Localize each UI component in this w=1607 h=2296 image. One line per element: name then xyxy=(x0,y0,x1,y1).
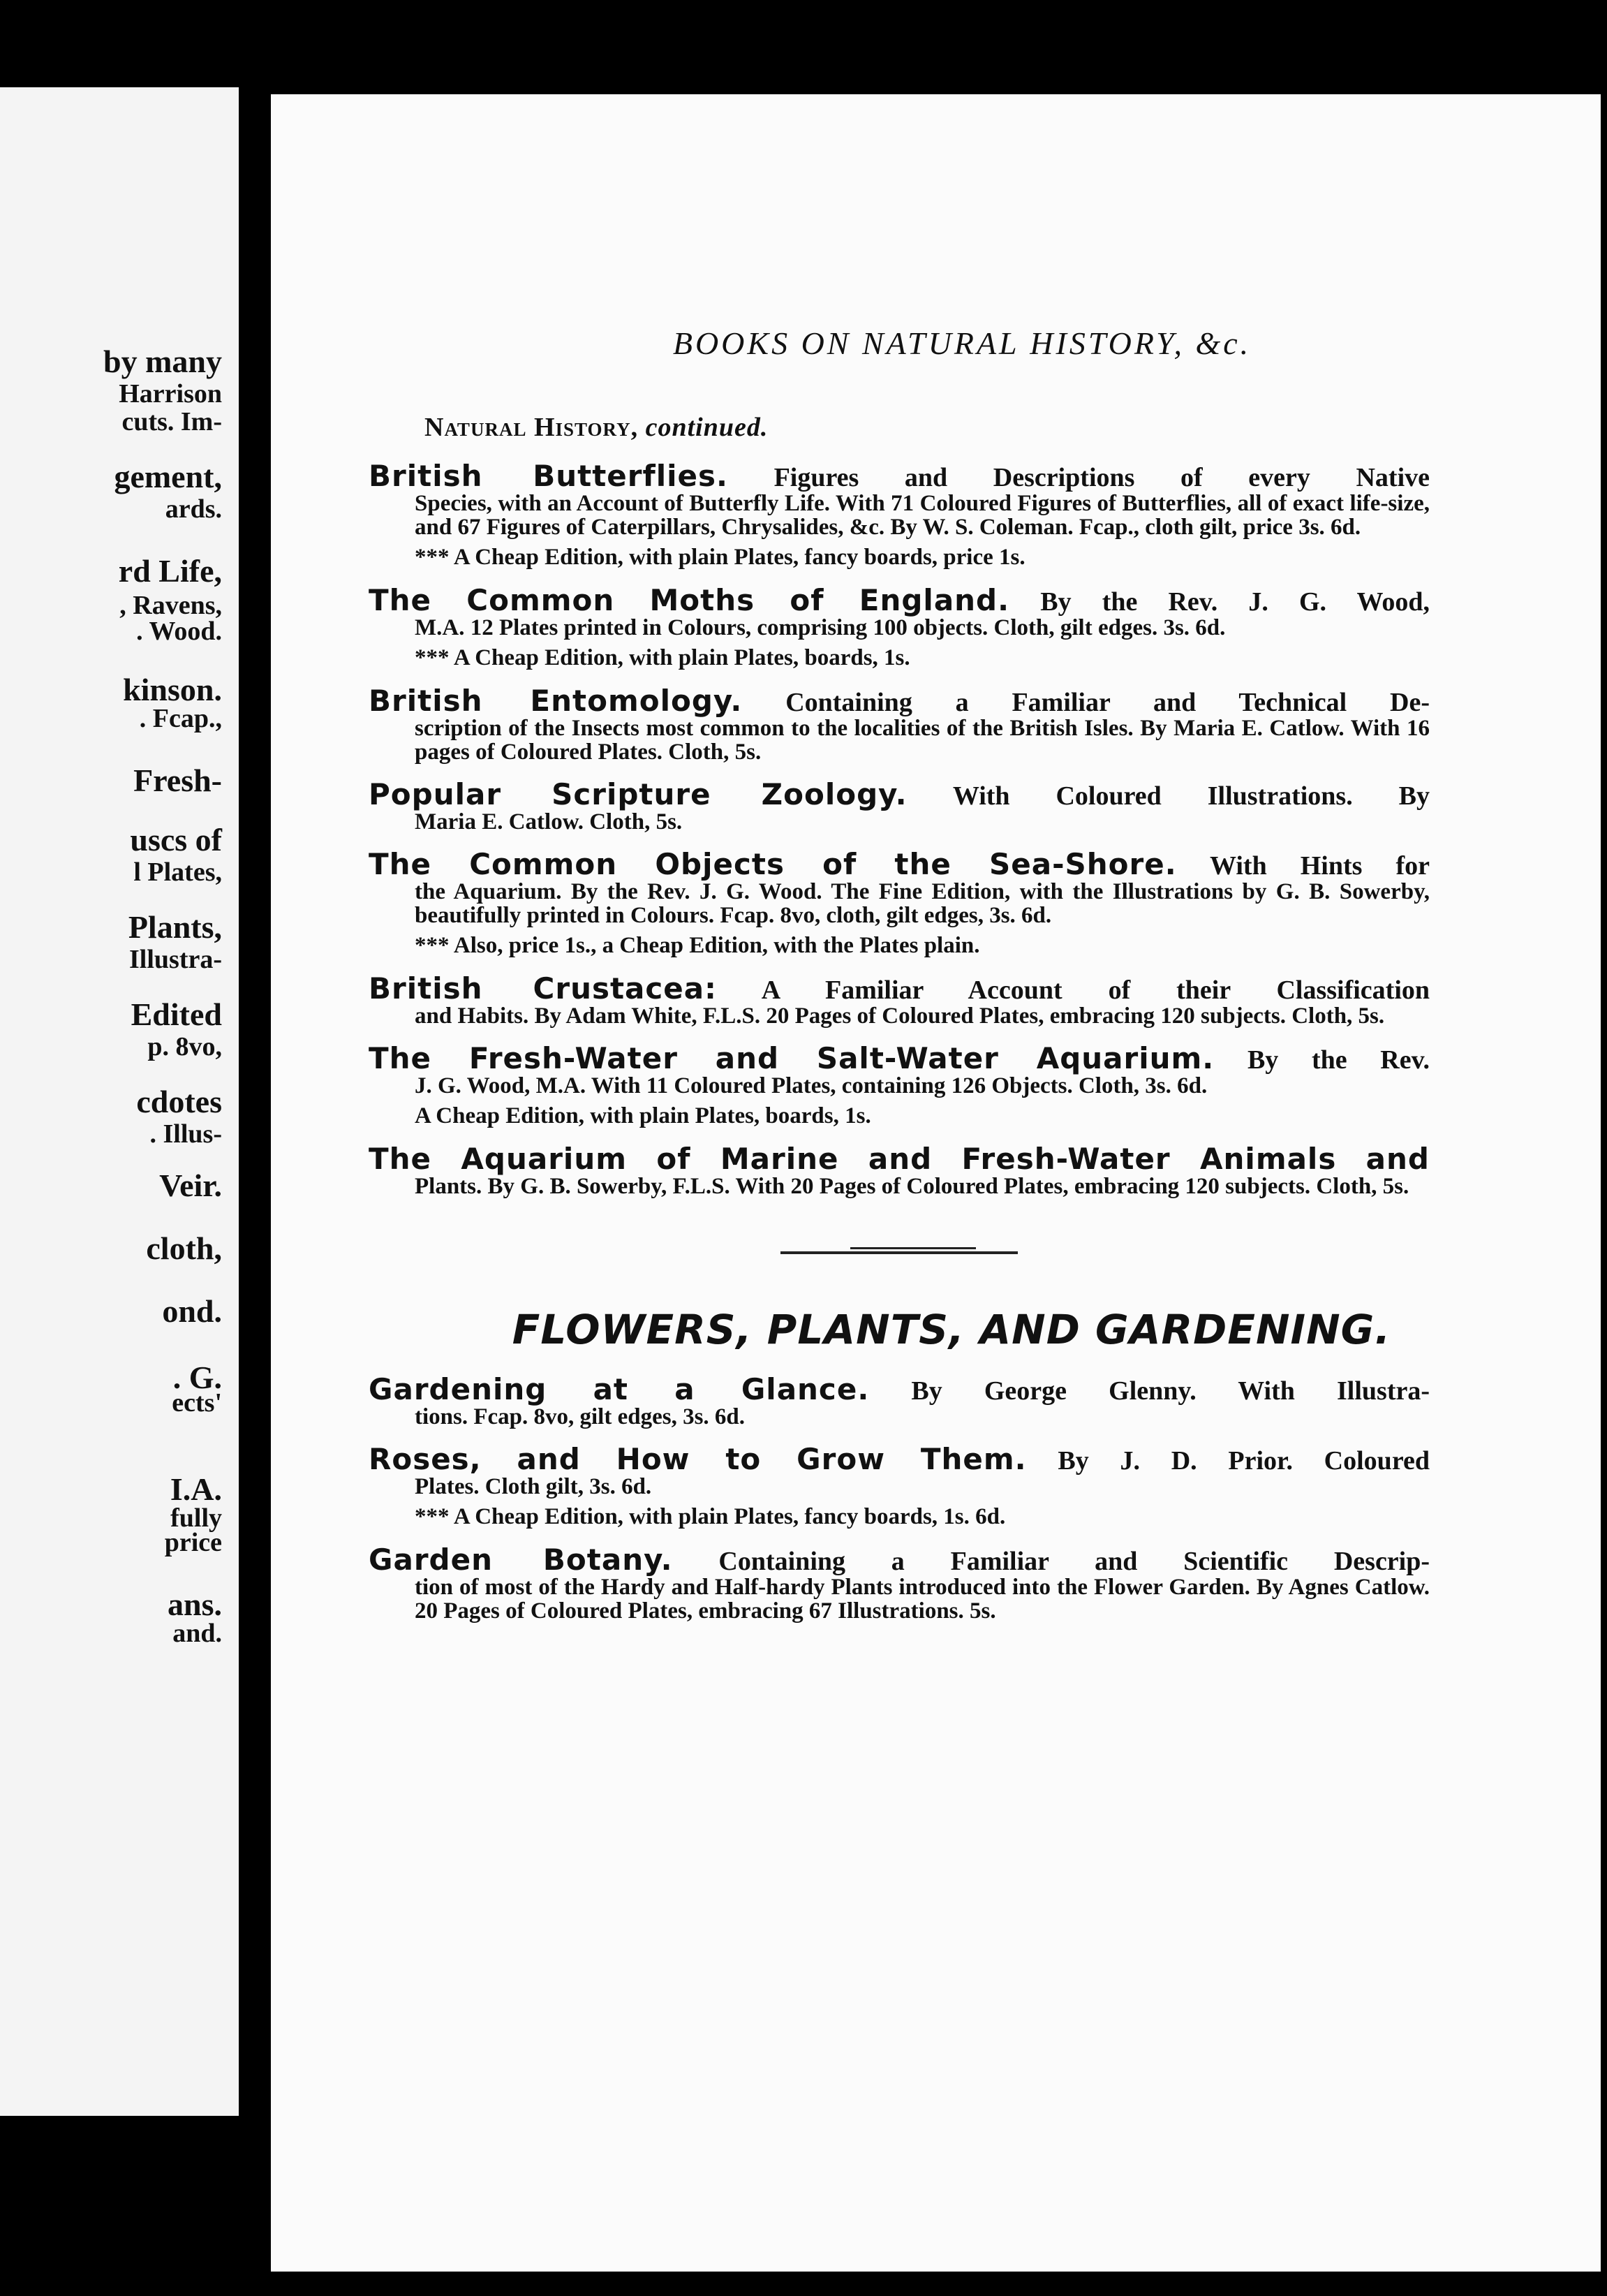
facing-page-text: price xyxy=(164,1528,222,1557)
entry-lead-line xyxy=(369,1142,1430,1176)
natural-history-entry xyxy=(369,684,1430,765)
page-content xyxy=(369,325,1430,1640)
entry-lead-line xyxy=(369,847,1430,881)
section-heading: FLOWERS, PLANTS, AND GARDENING. xyxy=(512,1306,1391,1353)
natural-history-entry xyxy=(369,971,1430,1029)
entry-title: The Aquarium of Marine and Fresh-Water Animals and xyxy=(369,1142,1430,1176)
entry-lead-text: By the Rev. J. G. Wood, xyxy=(1040,587,1430,617)
facing-page-text: . G. xyxy=(172,1360,222,1395)
facing-page-text: ond. xyxy=(162,1293,222,1329)
entry-description: tions. Fcap. 8vo, gilt edges, 3s. 6d. xyxy=(415,1404,746,1429)
entry-lead-text: Containing a Familiar and Technical De- xyxy=(785,688,1430,717)
facing-page-text: and. xyxy=(172,1619,222,1648)
subhead-main: Natural History, xyxy=(424,413,639,442)
gardening-entry xyxy=(369,1372,1430,1429)
entry-lead-text: Containing a Familiar and Scientific Descrip- xyxy=(718,1547,1430,1576)
natural-history-entry xyxy=(369,1041,1430,1128)
entry-lead-line xyxy=(369,971,1430,1006)
entry-description: scription of the Insects most common to the localities of the British Isles. By Maria E. Catlow. With 16 pages of Coloured Plates. Cloth, 5s. xyxy=(415,716,1430,765)
facing-page-text: cloth, xyxy=(146,1230,222,1266)
entry-lead-line xyxy=(369,583,1430,617)
facing-page-text: . Illus- xyxy=(149,1119,222,1149)
entry-title: British Entomology. xyxy=(369,684,743,718)
facing-page-text: cdotes xyxy=(136,1084,222,1119)
entry-title: The Common Objects of the Sea-Shore. xyxy=(369,847,1177,881)
running-head: BOOKS ON NATURAL HISTORY, &c. xyxy=(672,325,1252,361)
entry-lead-text: By the Rev. xyxy=(1247,1045,1430,1075)
entry-lead-text: With Coloured Illustrations. By xyxy=(952,781,1430,811)
facing-page-text: Veir. xyxy=(159,1168,222,1203)
natural-history-entry xyxy=(369,847,1430,958)
entry-lead-line xyxy=(369,1041,1430,1075)
entry-title: British Crustacea: xyxy=(369,971,717,1006)
entry-lead-line xyxy=(369,1543,1430,1577)
facing-page-text: rd Life, xyxy=(118,553,222,589)
facing-page-text: Harrison xyxy=(119,379,222,409)
natural-history-entries xyxy=(369,459,1430,1199)
entry-title: Popular Scripture Zoology. xyxy=(369,777,908,811)
facing-page-text: I.A. xyxy=(170,1471,222,1507)
facing-page-text: gement, xyxy=(114,459,222,494)
facing-page-text: kinson. xyxy=(123,672,222,707)
gardening-entry xyxy=(369,1543,1430,1624)
natural-history-entry xyxy=(369,459,1430,570)
entry-description: tion of most of the Hardy and Half-hardy Plants introduced into the Flower Garden. By Agnes Catlow. 20 Pages of Coloured Plates, embracing 67 Illustrations. 5s. xyxy=(415,1575,1430,1624)
entry-edition-note: *** Also, price 1s., a Cheap Edition, with the Plates plain. xyxy=(415,933,980,958)
gardening-entries xyxy=(369,1372,1430,1624)
entry-lead-line xyxy=(369,777,1430,811)
entry-title: The Common Moths of England. xyxy=(369,583,1010,617)
facing-page-text: ards. xyxy=(165,494,222,524)
entry-description: Plants. By G. B. Sowerby, F.L.S. With 20 Pages of Coloured Plates, embracing 120 subjects. Cloth, 5s. xyxy=(415,1174,1409,1199)
facing-page-text: Edited xyxy=(131,996,222,1032)
entry-lead-text: With Hints for xyxy=(1210,851,1430,881)
entry-description: the Aquarium. By the Rev. J. G. Wood. The Fine Edition, with the Illustrations by G. B. Sowerby, beautifully printed in Colours. Fcap. 8vo, cloth, gilt edges, 3s. 6d. xyxy=(415,879,1430,928)
entry-lead-line xyxy=(369,684,1430,718)
entry-description: M.A. 12 Plates printed in Colours, comprising 100 objects. Cloth, gilt edges. 3s. 6d. xyxy=(415,615,1226,640)
entry-title: The Fresh-Water and Salt-Water Aquarium. xyxy=(369,1041,1215,1075)
facing-page-text: uscs of xyxy=(130,822,222,858)
facing-page-text: p. 8vo, xyxy=(147,1032,222,1061)
natural-history-entry xyxy=(369,777,1430,834)
natural-history-entry xyxy=(369,1142,1430,1199)
facing-page-text: Illustra- xyxy=(129,945,222,974)
entry-title: British Butterflies. xyxy=(369,459,728,493)
subhead-continued: continued. xyxy=(645,413,769,442)
entry-lead-text: Figures and Descriptions of every Native xyxy=(773,463,1430,492)
entry-description: J. G. Wood, M.A. With 11 Coloured Plates, containing 126 Objects. Cloth, 3s. 6d. xyxy=(415,1073,1208,1098)
entry-edition-note: *** A Cheap Edition, with plain Plates, fancy boards, price 1s. xyxy=(415,545,1025,570)
entry-edition-note: *** A Cheap Edition, with plain Plates, boards, 1s. xyxy=(415,645,910,670)
entry-lead-text: By J. D. Prior. Coloured xyxy=(1058,1446,1430,1476)
entry-description: Maria E. Catlow. Cloth, 5s. xyxy=(415,809,683,834)
entry-title: Gardening at a Glance. xyxy=(369,1372,870,1406)
entry-lead-line xyxy=(369,1442,1430,1476)
entry-lead-text: By George Glenny. With Illustra- xyxy=(911,1376,1430,1406)
facing-page-text: ans. xyxy=(168,1587,222,1622)
facing-page-text: . Fcap., xyxy=(139,704,222,733)
facing-page-text: . Wood. xyxy=(136,617,222,646)
gardening-entry xyxy=(369,1442,1430,1529)
entry-description: Species, with an Account of Butterfly Life. With 71 Coloured Figures of Butterflies, all of exact life-size, and 67 Figures of Caterpillars, Chrysalides, &c. By W. S. Coleman. Fcap., cloth gilt, price 3s. 6d. xyxy=(415,491,1430,540)
entry-description: Plates. Cloth gilt, 3s. 6d. xyxy=(415,1474,652,1499)
natural-history-entry xyxy=(369,583,1430,670)
entry-edition-note: A Cheap Edition, with plain Plates, boards, 1s. xyxy=(415,1103,871,1128)
entry-title: Roses, and How to Grow Them. xyxy=(369,1442,1027,1476)
entry-lead-line xyxy=(369,1372,1430,1406)
section-subhead xyxy=(424,412,1430,443)
facing-page-text: Fresh- xyxy=(133,763,222,798)
facing-page-text: cuts. Im- xyxy=(121,407,222,436)
facing-page-text: ects' xyxy=(172,1388,222,1418)
facing-page-fragment xyxy=(0,87,239,2116)
entry-description: and Habits. By Adam White, F.L.S. 20 Pages of Coloured Plates, embracing 120 subjects. Cloth, 5s. xyxy=(415,1003,1385,1029)
facing-page-text: fully xyxy=(170,1503,222,1533)
facing-page-text: l Plates, xyxy=(133,858,222,887)
entry-edition-note: *** A Cheap Edition, with plain Plates, fancy boards, 1s. 6d. xyxy=(415,1504,1006,1529)
facing-page-text: , Ravens, xyxy=(119,591,222,620)
entry-lead-text: A Familiar Account of their Classification xyxy=(761,976,1430,1005)
facing-page-text: by many xyxy=(103,344,222,379)
ornamental-divider xyxy=(780,1247,1018,1257)
book-page xyxy=(271,94,1601,2272)
entry-title: Garden Botany. xyxy=(369,1543,673,1577)
facing-page-text: Plants, xyxy=(128,909,222,945)
entry-lead-line xyxy=(369,459,1430,493)
